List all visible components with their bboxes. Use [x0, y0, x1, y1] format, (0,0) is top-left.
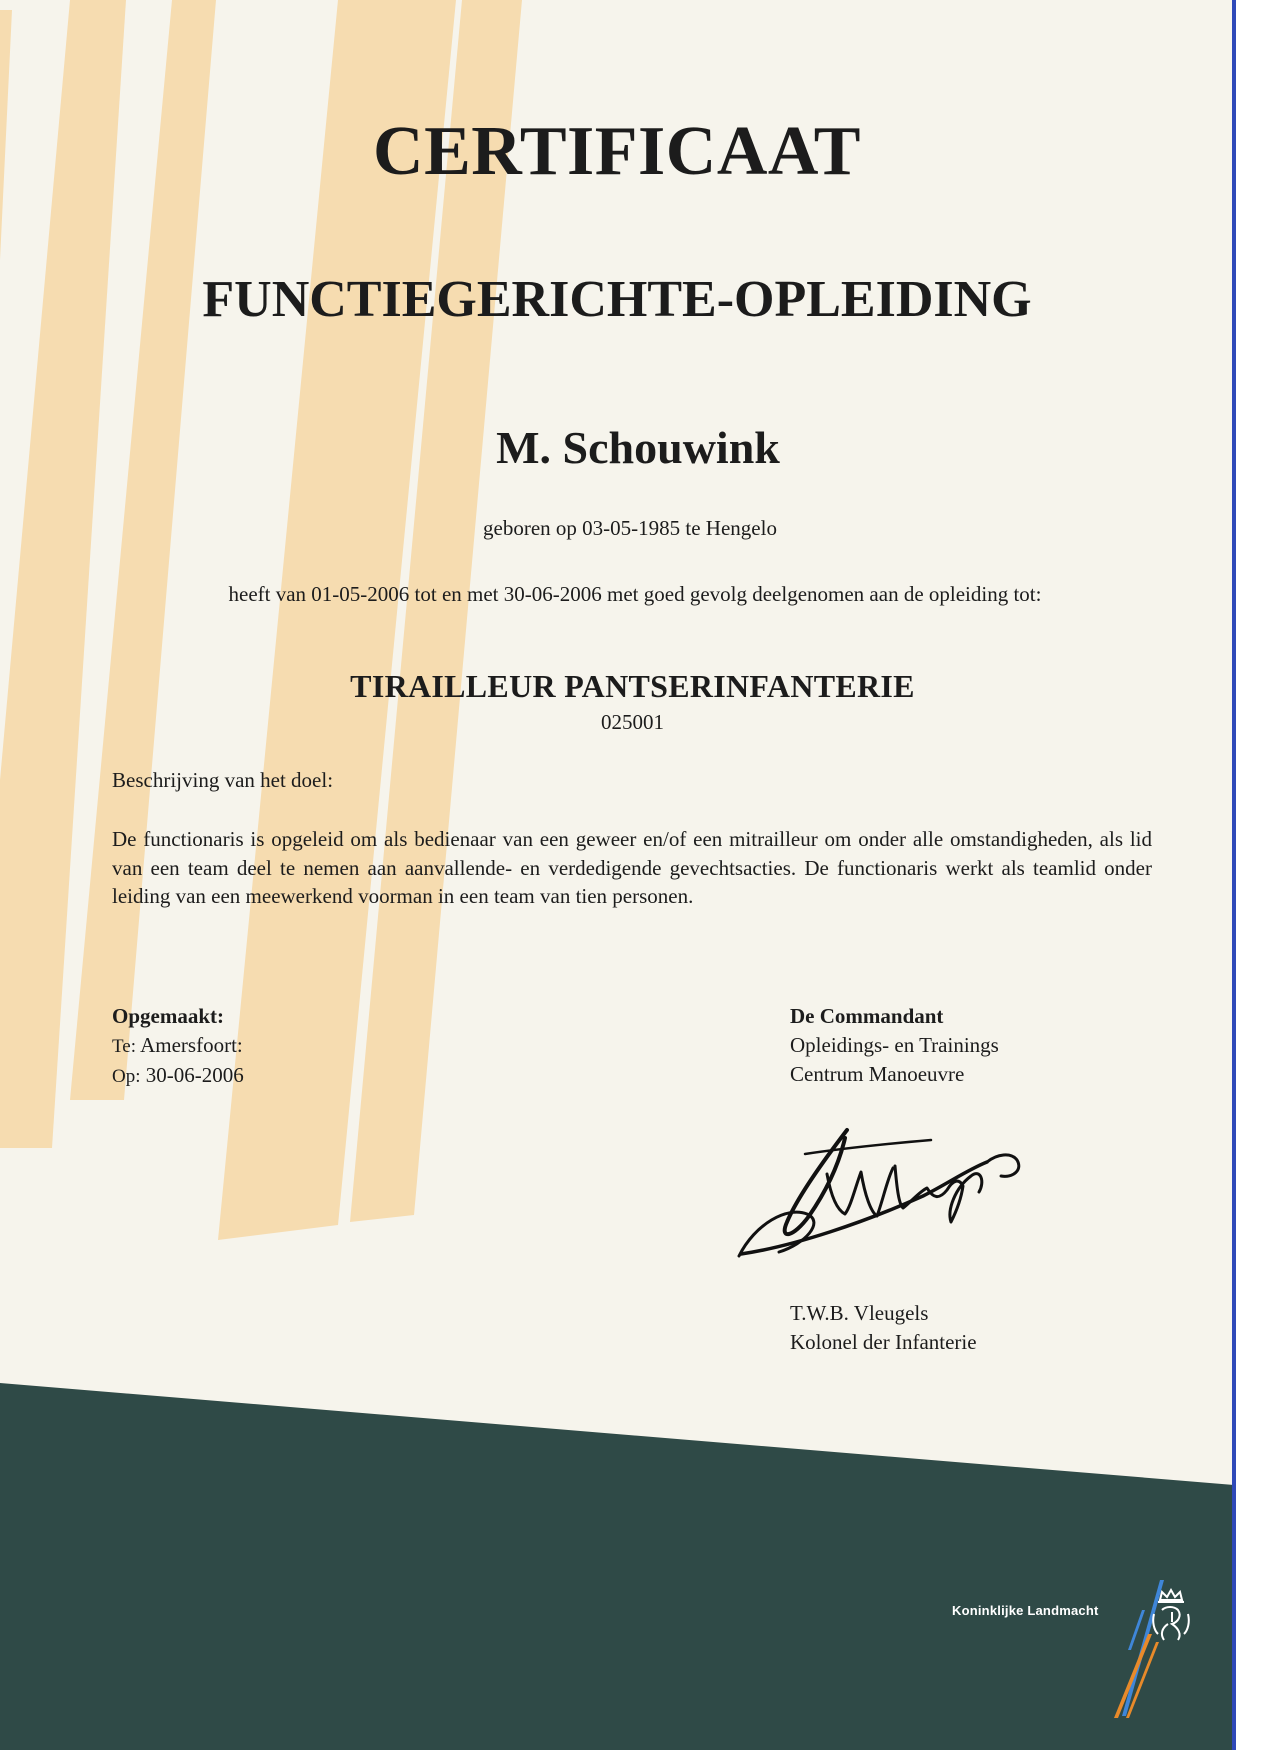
description-label: Beschrijving van het doel:: [112, 768, 334, 792]
commander-block: [790, 1002, 999, 1089]
brand-name: Koninklijke Landmacht: [952, 1603, 1099, 1618]
signatory-name: T.W.B. Vleugels: [790, 1301, 929, 1325]
signatory-block: [790, 1299, 977, 1357]
commander-heading: De Commandant: [790, 1004, 944, 1028]
birth-line: geboren op 03-05-1985 te Hengelo: [483, 516, 777, 540]
recipient-name: M. Schouwink: [496, 422, 780, 473]
issued-label: Opgemaakt:: [112, 1004, 224, 1028]
koninklijke-landmacht-logo-icon: [950, 1580, 1170, 1720]
description-text: De functionaris is opgeleid om als bedienaar van een geweer en/of een mitrailleur om onder alle omstandigheden, als lid van een team deel te nemen aan aanvallende- en verdedigende gevechtsacties. De functionaris werkt als teamlid onder leiding van een meewerkend voorman in een team van tien personen.: [112, 827, 1152, 908]
commander-unit-line1: Opleidings- en Trainings: [790, 1033, 999, 1057]
scanner-edge-line: [1232, 0, 1236, 1750]
issued-place-line: [112, 1031, 244, 1061]
issued-place-prefix: Te:: [112, 1036, 136, 1057]
certificate-title: CERTIFICAAT: [373, 113, 861, 190]
certificate-subtitle: FUNCTIEGERICHTE-OPLEIDING: [202, 271, 1032, 328]
commander-unit-line2: Centrum Manoeuvre: [790, 1062, 965, 1086]
issued-date: 30-06-2006: [145, 1063, 244, 1087]
issued-date-line: [112, 1061, 244, 1091]
handwritten-signature-icon: [735, 1118, 1035, 1268]
issued-place: Amersfoort:: [140, 1033, 243, 1057]
course-code: 025001: [601, 710, 664, 734]
participation-line: heeft van 01-05-2006 tot en met 30-06-2006 met goed gevolg deelgenomen aan de opleiding tot:: [228, 582, 1042, 606]
royal-crest-icon: [1148, 1588, 1194, 1644]
issued-date-prefix: Op:: [112, 1066, 141, 1087]
signatory-rank: Kolonel der Infanterie: [790, 1330, 977, 1354]
course-title: TIRAILLEUR PANTSERINFANTERIE: [350, 668, 915, 704]
issued-block: [112, 1002, 244, 1091]
